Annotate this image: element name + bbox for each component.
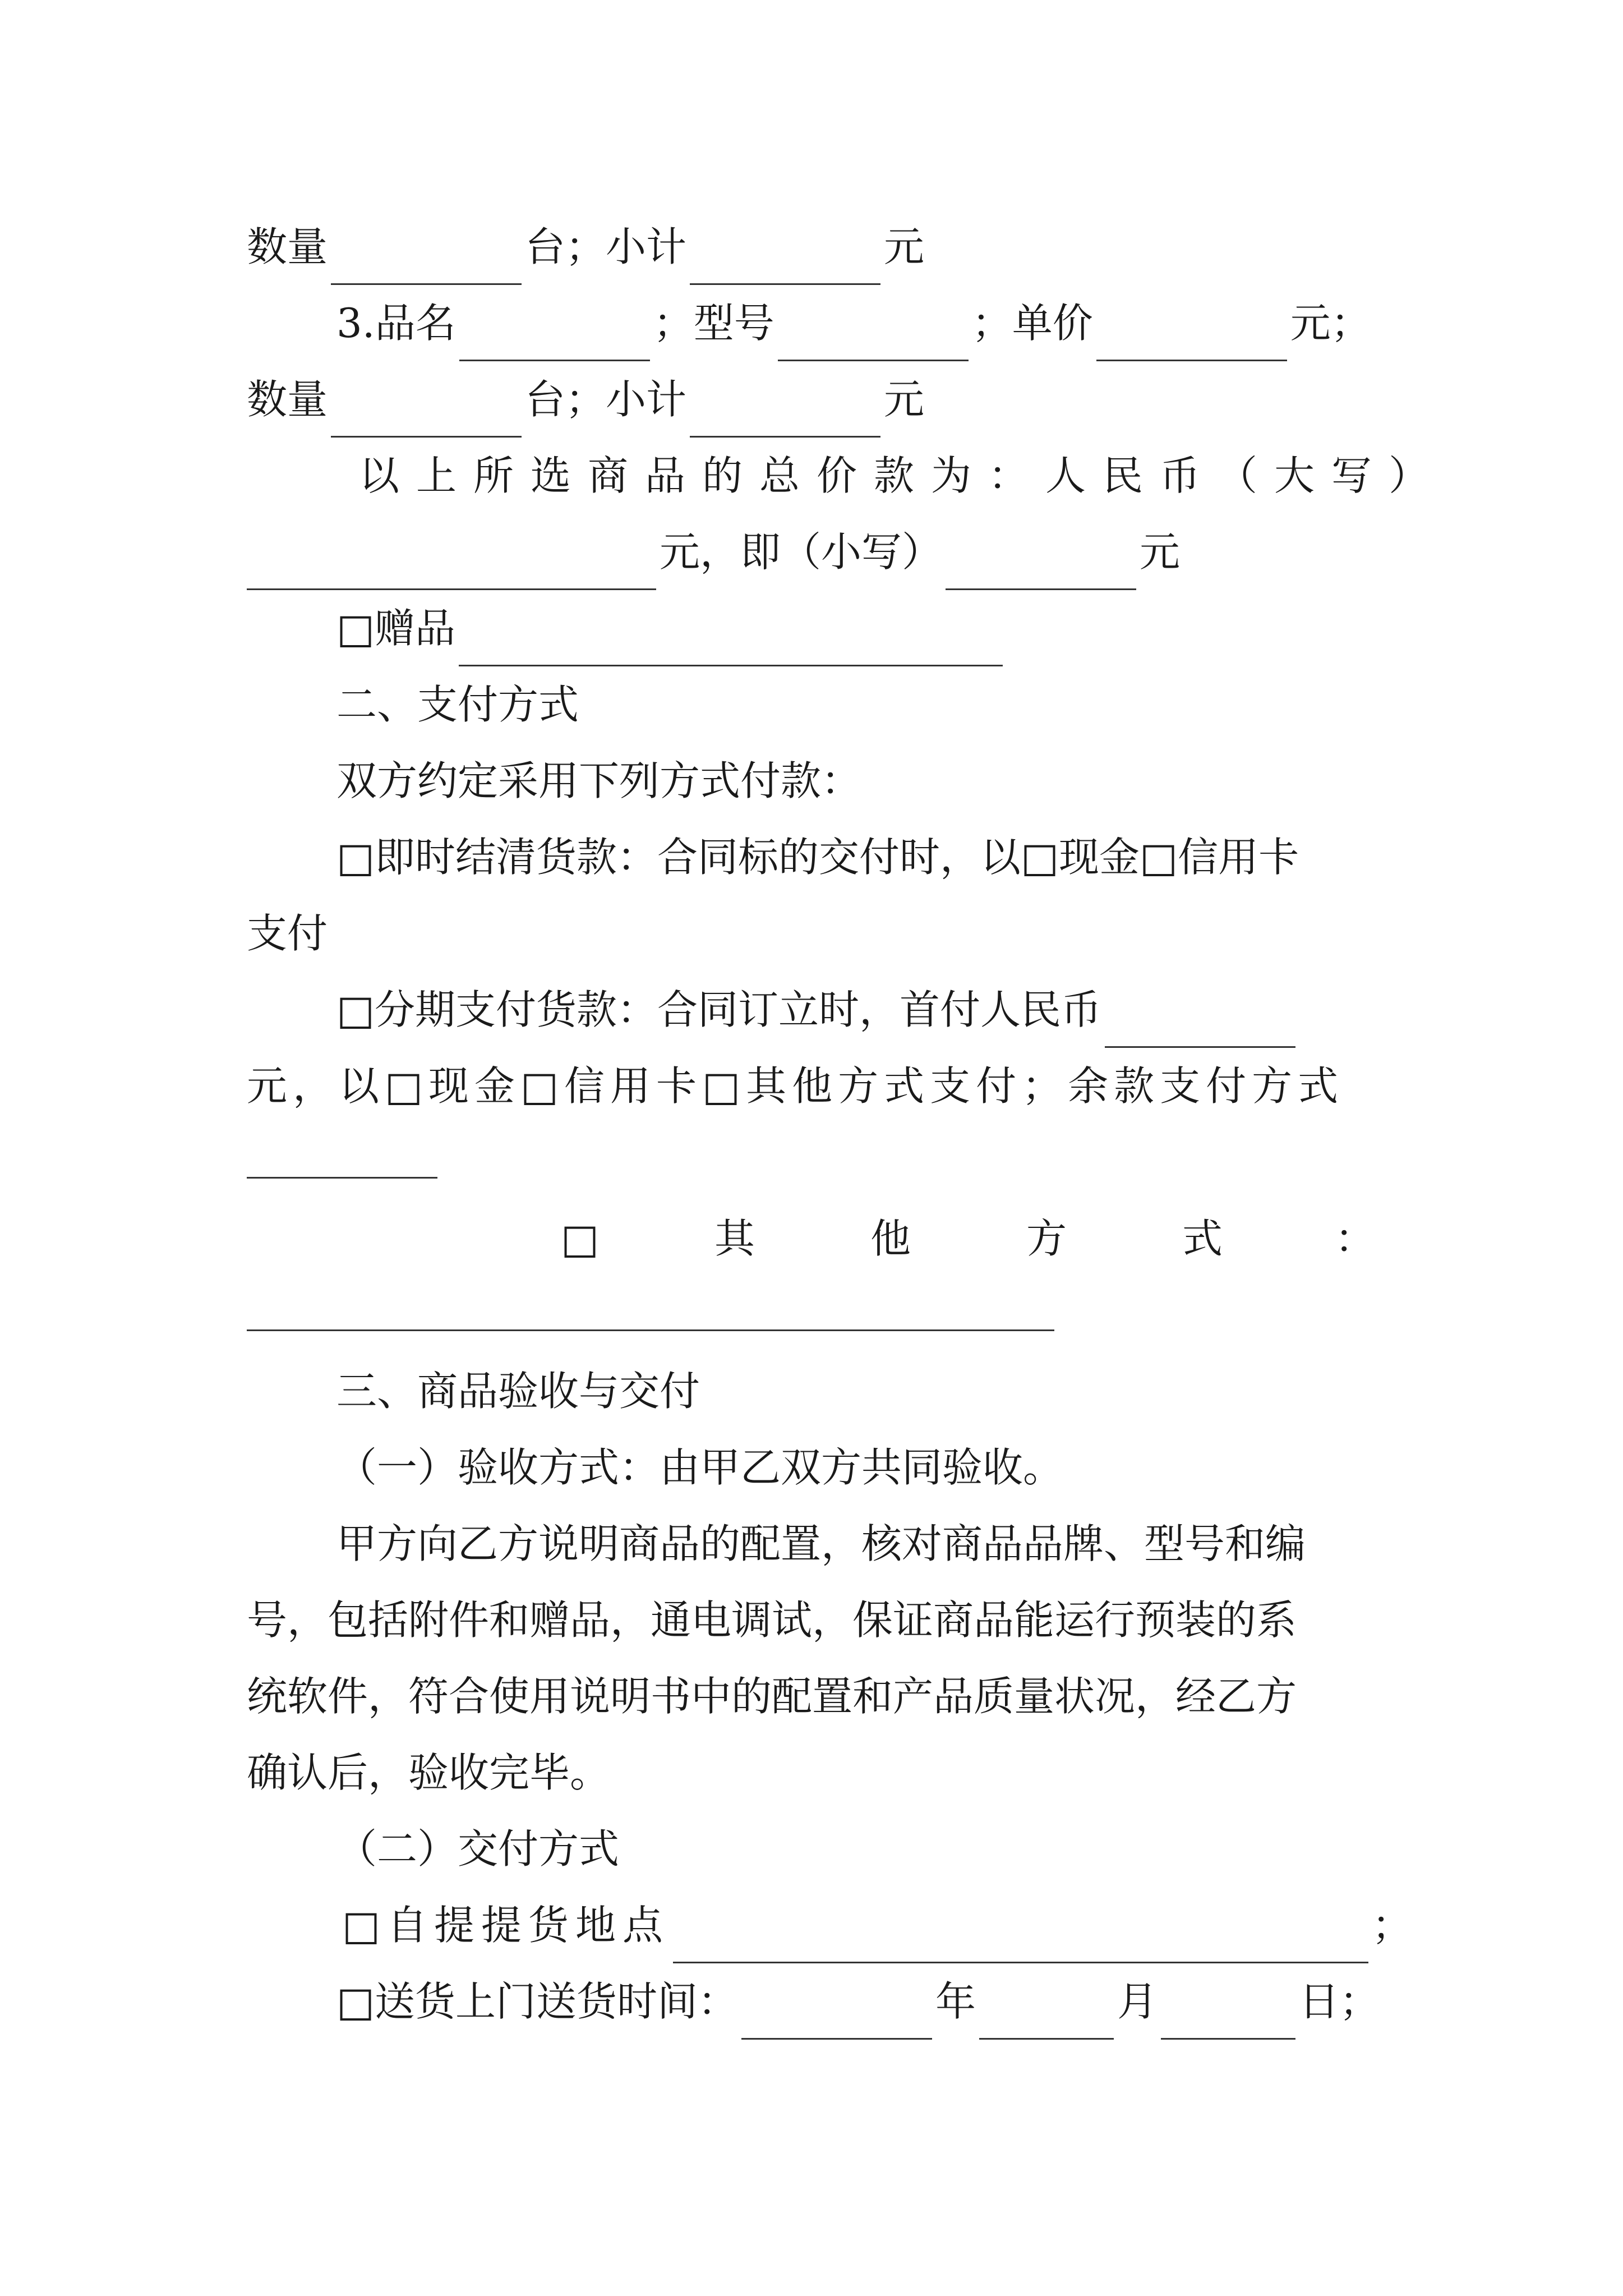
installment-payment-line [336,972,1299,1048]
yuan-label: 元 [884,223,925,270]
year-label: 年 [935,1978,976,2025]
other-method-char: 其 [714,1215,755,1262]
item-name-blank[interactable] [459,303,650,361]
total-small-blank[interactable] [946,532,1136,590]
inspection-method: （一）验收方式：由甲乙双方共同验收。 [336,1444,1064,1491]
yuan-label: 元 [884,376,925,423]
installment-payment-option[interactable]: □分期支付货款：合同订立时，首付人民币 [336,986,1102,1033]
self-pickup-option[interactable]: □自提提货地点 [342,1902,670,1949]
immediate-payment-cont: 支付 [247,910,328,957]
quantity-subtotal-line-1 [247,209,924,285]
yuan-label: 元 [1140,528,1181,576]
section-3-heading: 三、商品验收与交付 [336,1368,700,1415]
self-pickup-line [342,1887,1419,1963]
quantity-label: 数量 [247,376,328,423]
unit-price-label: ；单价 [971,300,1093,347]
day-label: 日； [1299,1978,1380,2025]
installment-payment-cont: 元，以□现金□信用卡□其他方式支付；余款支付方式 [247,1062,1344,1110]
delivery-method-heading: （二）交付方式 [336,1825,620,1872]
other-method-blank[interactable] [247,1329,1054,1331]
month-label: 月 [1117,1978,1158,2025]
other-method-char: 式 [1182,1215,1223,1262]
quantity-blank[interactable] [331,227,522,285]
gift-checkbox-label[interactable]: □赠品 [336,605,456,652]
model-label: ；型号 [653,300,774,347]
delivery-month-blank[interactable] [979,1982,1114,2040]
semicolon: ； [1372,1902,1419,1949]
home-delivery-line [336,1963,1380,2040]
balance-method-blank[interactable] [247,1177,437,1179]
payment-intro: 双方约定采用下列方式付款： [336,757,862,804]
delivery-day-blank[interactable] [1161,1982,1295,2040]
other-method-char: 方 [1026,1215,1067,1262]
item-3-line [336,285,1371,361]
unit-price-blank[interactable] [1096,303,1287,361]
subtotal-blank[interactable] [690,227,880,285]
down-payment-blank[interactable] [1105,990,1295,1048]
inspection-paragraph-line-2: 号，包括附件和赠品，通电调试，保证商品能运行预装的系 [247,1596,1297,1644]
quantity-label: 数量 [247,223,328,270]
unit-subtotal-label: 台；小计 [525,376,687,423]
subtotal-blank[interactable] [690,380,880,438]
home-delivery-option[interactable]: □送货上门送货时间： [336,1978,739,2025]
total-small-label: 元，即（小写） [660,528,943,576]
pickup-location-blank[interactable] [673,1906,1368,1963]
unit-subtotal-label: 台；小计 [525,223,687,270]
total-amount-line [247,514,1180,590]
section-2-heading: 二、支付方式 [336,681,579,728]
other-method-colon: ： [1335,1215,1376,1262]
quantity-blank[interactable] [331,380,522,438]
immediate-payment-option[interactable]: □即时结清货款：合同标的交付时，以□现金□信用卡 [336,834,1299,881]
gift-blank[interactable] [459,609,1003,666]
other-method-checkbox[interactable]: □ [561,1215,600,1262]
other-method-char: 他 [870,1215,911,1262]
inspection-paragraph-line-4: 确认后，验收完毕。 [247,1749,611,1796]
yuan-label: 元； [1290,300,1371,347]
total-capital-blank[interactable] [247,532,656,590]
model-blank[interactable] [778,303,969,361]
inspection-paragraph-line-1: 甲方向乙方说明商品的配置，核对商品品牌、型号和编 [336,1520,1306,1567]
item-name-label: 3.品名 [336,300,456,347]
quantity-subtotal-line-3 [247,361,924,438]
total-price-line: 以上所选商品的总价款为：人民币（大写） [359,452,1446,499]
gift-line [336,590,1006,666]
inspection-paragraph-line-3: 统软件，符合使用说明书中的配置和产品质量状况，经乙方 [247,1673,1297,1720]
delivery-year-blank[interactable] [741,1982,932,2040]
